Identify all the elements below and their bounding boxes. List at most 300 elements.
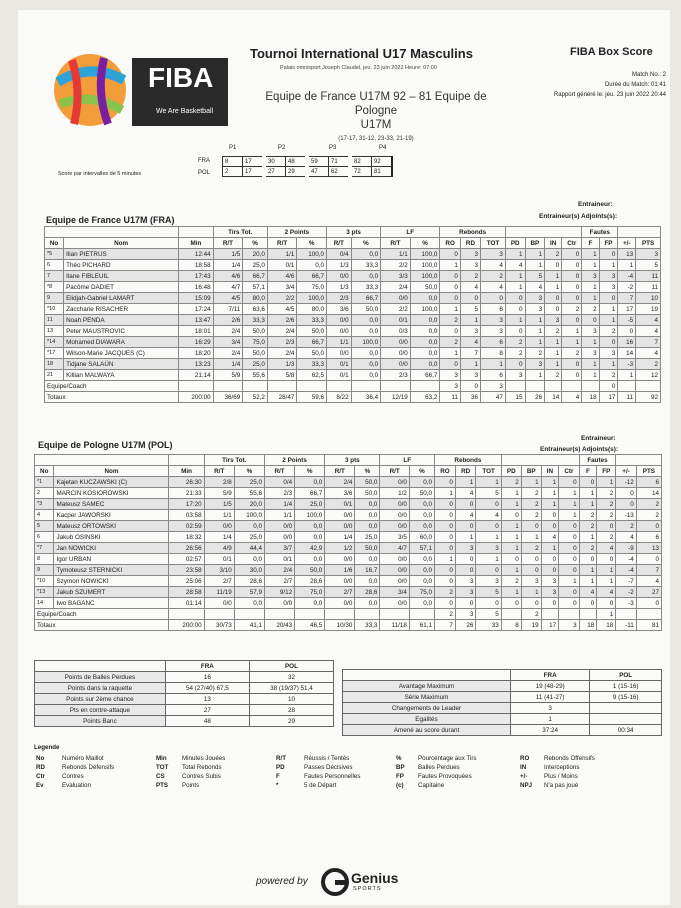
stat-cell: 66,7 <box>351 293 381 304</box>
stat-cell: 27 <box>636 587 661 598</box>
genius-logo-icon <box>321 868 349 901</box>
team2-assistants-label: Entraineur(s) Adjoints(s): <box>540 446 619 453</box>
stat-cell: 0,0 <box>355 521 380 532</box>
stats-row <box>35 672 334 683</box>
stat-cell: 0/0 <box>381 293 411 304</box>
stats-value: 1 (15-16) <box>590 681 662 692</box>
stat-cell: 50,0 <box>410 282 440 293</box>
stat-cell: 2 <box>440 315 461 326</box>
stat-cell <box>179 381 214 392</box>
player-name: Igor URBAN <box>54 554 169 565</box>
legend-desc: 5 de Départ <box>304 782 337 789</box>
stats-row <box>35 683 334 694</box>
stat-cell: 1 <box>481 359 506 370</box>
stat-cell: 2 <box>505 348 525 359</box>
group-header <box>179 227 214 238</box>
stat-cell: 0/0 <box>325 510 355 521</box>
stat-cell: 2/2 <box>381 260 411 271</box>
stat-cell: 2 <box>505 337 525 348</box>
stat-cell: -4 <box>616 554 636 565</box>
quarter-row <box>223 157 393 167</box>
stat-cell <box>545 381 562 392</box>
stats-value: 29 <box>249 716 333 727</box>
matchup-line-1: Equipe de France U17M 92 – 81 Equipe de Pologne <box>265 91 487 117</box>
stat-cell: 0/0 <box>381 348 411 359</box>
stat-cell: 1 <box>455 477 475 488</box>
team-stats-left <box>34 660 334 727</box>
stat-cell: 0 <box>434 543 455 554</box>
stat-cell: 66,7 <box>243 271 268 282</box>
stats-row <box>35 705 334 716</box>
legend-desc: Total Rebonds <box>182 764 222 771</box>
column-header: R/T <box>264 466 294 477</box>
stat-cell: 0/0 <box>380 565 409 576</box>
stat-cell: 1/1 <box>267 249 297 260</box>
stat-cell: 3 <box>481 249 506 260</box>
stat-cell: 2 <box>521 499 541 510</box>
quarter-score-grid <box>222 156 393 177</box>
player-name: MARCIN KOSIOROWSKI <box>54 488 169 499</box>
report-generated: Rapport généré le: jeu. 23 juin 2022 20:44 <box>553 92 666 98</box>
quarter-cell: 8 <box>223 157 243 167</box>
quarter-cell: 2 <box>223 167 243 177</box>
stat-cell: *3 <box>35 499 54 510</box>
stat-cell: -4 <box>616 565 636 576</box>
player-row <box>35 576 662 587</box>
stat-cell: 1 <box>579 576 597 587</box>
period-label: P3 <box>329 145 337 151</box>
stat-cell: 3 <box>481 315 506 326</box>
stat-cell: 0/0 <box>380 510 409 521</box>
stat-cell: 80,0 <box>297 304 327 315</box>
stat-cell: 1 <box>562 337 582 348</box>
column-header: TOT <box>476 466 501 477</box>
stat-cell: 1/4 <box>213 260 243 271</box>
stat-cell: 18:58 <box>179 260 214 271</box>
player-row <box>45 326 661 337</box>
stat-cell: 1 <box>505 282 525 293</box>
column-header: PTS <box>636 466 661 477</box>
stat-cell: 2 <box>525 348 545 359</box>
total-cell: 19 <box>521 620 541 631</box>
stat-cell: 0 <box>636 598 661 609</box>
stat-cell: 1/4 <box>264 499 294 510</box>
stat-cell: 0,0 <box>409 598 434 609</box>
column-header: Nom <box>54 466 169 477</box>
total-cell: 8/22 <box>327 392 352 403</box>
stat-cell: 1 <box>501 543 521 554</box>
stat-cell: 2 <box>597 532 616 543</box>
stat-cell: 50,0 <box>355 488 380 499</box>
legend-desc: Plus / Moins <box>544 773 578 780</box>
stat-cell: 75,0 <box>243 337 268 348</box>
player-name: Kajetan KUCZAWSKI (C) <box>54 477 169 488</box>
stat-cell <box>204 609 234 620</box>
stat-cell: *17 <box>45 348 64 359</box>
legend-abbr: +/- <box>520 773 528 780</box>
stats-value: 13 <box>165 694 249 705</box>
stat-cell: 3 <box>481 326 506 337</box>
stat-cell: 2 <box>434 609 455 620</box>
stat-cell: 9 <box>45 293 64 304</box>
stat-cell: 0 <box>597 554 616 565</box>
stat-cell: -2 <box>616 587 636 598</box>
stat-cell: 2 <box>521 609 541 620</box>
stat-cell: 0/0 <box>380 554 409 565</box>
stat-cell: 26:56 <box>169 543 204 554</box>
stat-cell: 0 <box>541 510 558 521</box>
stat-cell: 3/6 <box>325 488 355 499</box>
player-row <box>35 532 662 543</box>
team1-box-table <box>44 226 661 403</box>
stat-cell: 2/7 <box>264 576 294 587</box>
stat-cell: 1 <box>579 565 597 576</box>
column-header-row <box>35 466 662 477</box>
stat-cell: 8 <box>35 554 54 565</box>
stats-row <box>343 692 662 703</box>
player-row <box>45 337 661 348</box>
player-name: Jan NOWICKI <box>54 543 169 554</box>
stat-cell: 0 <box>455 598 475 609</box>
stat-cell: 4 <box>636 576 661 587</box>
column-header: % <box>295 466 325 477</box>
group-header: Fautes <box>579 455 616 466</box>
stat-cell: 1 <box>597 477 616 488</box>
stat-cell: 1 <box>476 554 501 565</box>
legend-abbr: FP <box>396 773 404 780</box>
legend-desc: Points <box>182 782 200 789</box>
stat-cell: 0/0 <box>380 598 409 609</box>
stat-cell: 2 <box>597 499 616 510</box>
total-cell: 41,1 <box>234 620 264 631</box>
stat-cell: 18:01 <box>179 326 214 337</box>
totals-label: Totaux <box>35 620 169 631</box>
stat-cell <box>264 609 294 620</box>
stat-cell: 0 <box>559 532 579 543</box>
stat-cell: 0 <box>521 598 541 609</box>
stat-cell: 62,5 <box>297 370 327 381</box>
stat-cell: 1 <box>562 326 582 337</box>
stat-cell: 3/5 <box>380 532 409 543</box>
stat-cell: 0,0 <box>351 271 381 282</box>
column-header: % <box>234 466 264 477</box>
group-header <box>616 455 662 466</box>
stat-cell: 100,0 <box>410 271 440 282</box>
stats-team-header: POL <box>590 670 662 681</box>
quarter-cell: 71 <box>329 157 351 167</box>
stats-team-header: FRA <box>165 661 249 672</box>
period-label: P4 <box>379 145 387 151</box>
stat-cell: 0 <box>579 598 597 609</box>
legend-desc: Fautes Personnelles <box>304 773 361 780</box>
legend-desc: Contres Subis <box>182 773 221 780</box>
group-header-row <box>45 227 661 238</box>
stat-cell: 1 <box>501 587 521 598</box>
stats-label: Pts en contre-attaque <box>35 705 166 716</box>
stat-cell: 6 <box>35 532 54 543</box>
stat-cell: 3 <box>440 381 461 392</box>
stat-cell <box>381 381 411 392</box>
stat-cell: 0 <box>476 598 501 609</box>
stat-cell: 0 <box>434 521 455 532</box>
stat-cell: 13 <box>636 543 661 554</box>
stat-cell: 2 <box>599 326 618 337</box>
stats-corner <box>343 670 511 681</box>
group-header: Fautes <box>582 227 618 238</box>
team2-box-table <box>34 454 662 631</box>
stats-value: 10 <box>249 694 333 705</box>
stat-cell: 80,0 <box>243 293 268 304</box>
stat-cell: 0 <box>562 271 582 282</box>
stat-cell: 0,0 <box>351 326 381 337</box>
stat-cell: 4 <box>636 326 661 337</box>
stat-cell: 2/8 <box>204 477 234 488</box>
stat-cell: 16:48 <box>179 282 214 293</box>
stat-cell: 0,0 <box>409 510 434 521</box>
stats-label: Egalités <box>343 714 511 725</box>
legend-desc: Balles Perdues <box>418 764 460 771</box>
stat-cell: 0,0 <box>295 477 325 488</box>
stat-cell: 0 <box>545 293 562 304</box>
column-header: Min <box>169 466 204 477</box>
total-cell: 81 <box>636 620 661 631</box>
stat-cell: 75,0 <box>297 282 327 293</box>
total-cell: 20/43 <box>264 620 294 631</box>
stat-cell: 0,0 <box>410 315 440 326</box>
stat-cell: 1/4 <box>204 532 234 543</box>
stat-cell: 1/3 <box>267 359 297 370</box>
stat-cell: 0,0 <box>409 565 434 576</box>
stat-cell: 4 <box>636 348 661 359</box>
column-header: R/T <box>267 238 297 249</box>
stats-row <box>343 725 662 736</box>
player-row <box>35 565 662 576</box>
stat-cell: 1 <box>505 271 525 282</box>
column-header: Ctr <box>562 238 582 249</box>
total-cell: 17 <box>541 620 558 631</box>
stat-cell: 1 <box>545 271 562 282</box>
stat-cell: 1 <box>599 304 618 315</box>
stat-cell: 4/7 <box>213 282 243 293</box>
stat-cell: 10 <box>636 293 661 304</box>
group-header <box>618 227 661 238</box>
stat-cell: 0 <box>559 554 579 565</box>
stat-cell: 1/3 <box>327 260 352 271</box>
legend-abbr: Ev <box>36 782 44 789</box>
stat-cell <box>267 381 297 392</box>
stat-cell: 0 <box>440 249 461 260</box>
stats-team-header: POL <box>249 661 333 672</box>
stat-cell: 50,0 <box>243 348 268 359</box>
stats-label: Changements de Leader <box>343 703 511 714</box>
stat-cell: 50,0 <box>351 304 381 315</box>
stat-cell: 0 <box>541 521 558 532</box>
stat-cell: 1 <box>505 315 525 326</box>
group-header <box>169 455 204 466</box>
stat-cell: 3 <box>440 370 461 381</box>
stat-cell: 4 <box>636 315 661 326</box>
stat-cell: 0 <box>501 510 521 521</box>
coach-row <box>45 381 661 392</box>
stat-cell: 0 <box>559 565 579 576</box>
team2-coach-label: Entraineur: <box>581 435 616 442</box>
stat-cell: 21 <box>45 370 64 381</box>
player-name: Noah PENDA <box>64 315 179 326</box>
stat-cell: 0,0 <box>295 554 325 565</box>
stat-cell: 3 <box>481 381 506 392</box>
stats-row <box>343 681 662 692</box>
stat-cell: 0 <box>476 565 501 576</box>
stat-cell: 0/1 <box>381 315 411 326</box>
stat-cell: 0/1 <box>204 554 234 565</box>
stat-cell: 0 <box>521 554 541 565</box>
stat-cell: 2/6 <box>213 315 243 326</box>
team1-name: Equipe de France U17M (FRA) <box>46 215 175 225</box>
player-name: Mateusz ORTOWSKI <box>54 521 169 532</box>
stat-cell: 0/1 <box>267 260 297 271</box>
stat-cell: 1 <box>579 499 597 510</box>
stat-cell: 2/4 <box>264 565 294 576</box>
stat-cell: -3 <box>616 598 636 609</box>
stat-cell: 2 <box>460 271 480 282</box>
total-cell: 36/69 <box>213 392 243 403</box>
totals-row <box>45 392 661 403</box>
group-header <box>35 455 169 466</box>
stat-cell: 2 <box>481 271 506 282</box>
stat-cell: 3 <box>636 249 661 260</box>
matchup-line-2: U17M <box>360 119 392 131</box>
stat-cell: 60,0 <box>409 532 434 543</box>
stat-cell: 4 <box>505 260 525 271</box>
group-header <box>501 455 579 466</box>
player-name: Tidjane SALAÜN <box>64 359 179 370</box>
stat-cell: 0 <box>582 315 599 326</box>
stats-value: 48 <box>165 716 249 727</box>
stat-cell <box>295 609 325 620</box>
stat-cell: 1/5 <box>213 249 243 260</box>
stat-cell: 1 <box>501 565 521 576</box>
stat-cell: 0,0 <box>409 554 434 565</box>
stat-cell: 1 <box>599 260 618 271</box>
quarter-cell: 29 <box>286 167 308 177</box>
stat-cell: -3 <box>618 359 636 370</box>
stat-cell: 4/6 <box>267 271 297 282</box>
stat-cell: 7/11 <box>213 304 243 315</box>
total-cell: 33 <box>476 620 501 631</box>
stat-cell: 2/4 <box>381 282 411 293</box>
stat-cell: 55,6 <box>234 488 264 499</box>
legend-abbr: RO <box>520 755 530 762</box>
stat-cell: 0,0 <box>351 315 381 326</box>
player-row <box>35 598 662 609</box>
coach-row-label: Equipe/Coach <box>35 609 169 620</box>
stat-cell: 0 <box>434 565 455 576</box>
column-header: PTS <box>636 238 661 249</box>
stat-cell: 0 <box>579 477 597 488</box>
stat-cell: 3 <box>521 576 541 587</box>
legend-desc: Evaluation <box>62 782 91 789</box>
stat-cell: 0/4 <box>264 477 294 488</box>
stats-label: Amené au score durant <box>343 725 511 736</box>
stat-cell: 0 <box>559 598 579 609</box>
column-header: RO <box>440 238 461 249</box>
stats-value: 38 (19/37) 51,4 <box>249 683 333 694</box>
group-header: Rebonds <box>434 455 501 466</box>
total-cell: 47 <box>481 392 506 403</box>
column-header: R/T <box>325 466 355 477</box>
stat-cell: 25,0 <box>243 359 268 370</box>
total-cell: 8 <box>501 620 521 631</box>
stat-cell: 2/7 <box>204 576 234 587</box>
stat-cell <box>297 381 327 392</box>
stat-cell: 4 <box>476 510 501 521</box>
stat-cell: 3/10 <box>204 565 234 576</box>
stat-cell: 2 <box>599 370 618 381</box>
stat-cell: 13 <box>618 249 636 260</box>
stat-cell: 25,0 <box>234 532 264 543</box>
stat-cell: 100,0 <box>410 260 440 271</box>
stat-cell: 9/12 <box>264 587 294 598</box>
total-cell: 36,4 <box>351 392 381 403</box>
stat-cell: 1 <box>579 532 597 543</box>
stat-cell: 1 <box>434 488 455 499</box>
genius-brand: Genius <box>351 870 399 886</box>
stat-cell: *8 <box>45 282 64 293</box>
stat-cell: 4 <box>460 337 480 348</box>
stat-cell: 2/4 <box>213 326 243 337</box>
stat-cell: 3 <box>525 293 545 304</box>
total-cell: 61,1 <box>409 620 434 631</box>
stats-header-row <box>35 661 334 672</box>
stats-label: Avantage Maximum <box>343 681 511 692</box>
stat-cell <box>410 381 440 392</box>
column-header: No <box>35 466 54 477</box>
stat-cell: 1/4 <box>213 359 243 370</box>
stats-value: 28 <box>249 705 333 716</box>
stats-value: 37:24 <box>510 725 589 736</box>
stat-cell: 0/1 <box>264 554 294 565</box>
stat-cell: 0,0 <box>234 521 264 532</box>
quarter-cell: 48 <box>286 157 308 167</box>
stats-row <box>343 714 662 725</box>
quarter-cell: 62 <box>329 167 351 177</box>
stat-cell: 1/4 <box>325 532 355 543</box>
stats-label: Points Banc <box>35 716 166 727</box>
match-number: Match No.: 2 <box>631 72 666 78</box>
player-row <box>45 359 661 370</box>
stat-cell: 2 <box>579 521 597 532</box>
stats-value <box>590 714 662 725</box>
stat-cell: 01:14 <box>169 598 204 609</box>
stat-cell: 1/2 <box>325 543 355 554</box>
stat-cell: -13 <box>616 510 636 521</box>
total-cell: 36 <box>460 392 480 403</box>
column-header: PD <box>505 238 525 249</box>
player-row <box>35 587 662 598</box>
stat-cell: 2/7 <box>325 587 355 598</box>
column-header: % <box>351 238 381 249</box>
stat-cell: 2 <box>545 249 562 260</box>
stat-cell: 2/4 <box>213 348 243 359</box>
legend-desc: Contres <box>62 773 84 780</box>
quarter-cell: 59 <box>307 157 329 167</box>
stat-cell: 4 <box>525 282 545 293</box>
total-cell: 10/30 <box>325 620 355 631</box>
legend-abbr: Ctr <box>36 773 45 780</box>
powered-by-text: powered by <box>256 876 308 887</box>
stat-cell <box>213 381 243 392</box>
total-cell: 28/47 <box>267 392 297 403</box>
